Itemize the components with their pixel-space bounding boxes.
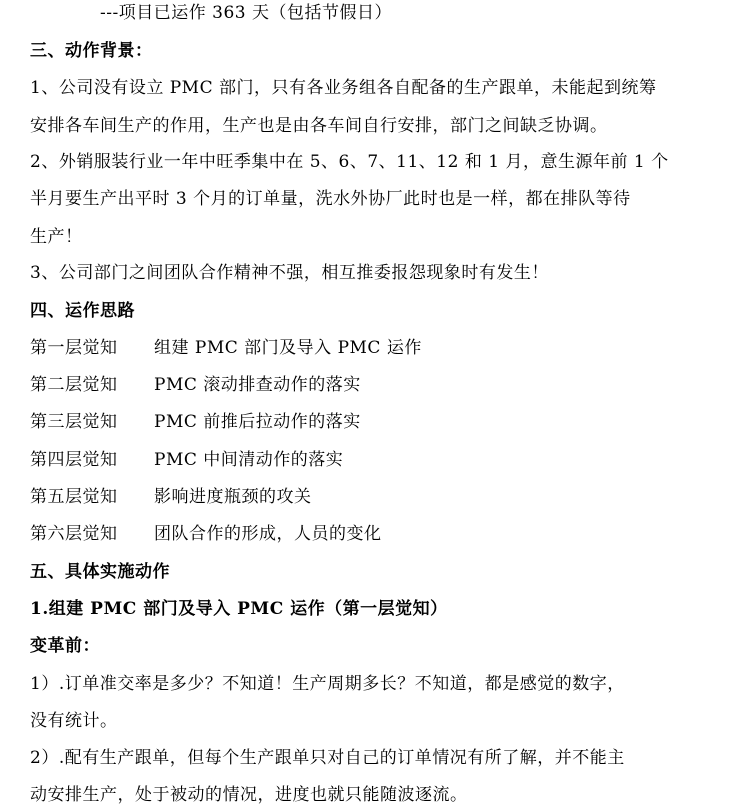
before-item-1-line-1: 1）.订单准交率是多少？不知道！生产周期多长？不知道，都是感觉的数字， — [30, 674, 625, 694]
background-point-1-line-2: 安排各车间生产的作用，生产也是由各车间自行安排，部门之间缺乏协调。 — [30, 116, 608, 136]
level-description: 影响进度瓶颈的攻关 — [154, 487, 312, 507]
section-5-heading: 五、具体实施动作 — [30, 562, 170, 582]
level-row — [30, 449, 730, 471]
level-row — [30, 374, 730, 396]
before-item-2-line-2: 动安排生产，处于被动的情况，进度也就只能随波逐流。 — [30, 785, 468, 805]
background-point-2-line-2: 半月要生产出平时 3 个月的订单量，洗水外协厂此时也是一样，都在排队等待 — [30, 189, 631, 209]
before-item-2-line-1: 2）.配有生产跟单，但每个生产跟单只对自己的订单情况有所了解，并不能主 — [30, 748, 625, 768]
level-name: 第五层觉知 — [30, 487, 118, 507]
background-point-2-line-1: 2、外销服装行业一年中旺季集中在 5、6、7、11、12 和 1 月，意生源年前 1 个 — [30, 152, 669, 172]
before-item-1-line-2: 没有统计。 — [30, 711, 118, 731]
level-row — [30, 411, 730, 433]
before-change-label: 变革前： — [30, 636, 100, 656]
background-point-3: 3、公司部门之间团队合作精神不强，相互推委报怨现象时有发生！ — [30, 263, 549, 283]
level-name: 第二层觉知 — [30, 375, 118, 395]
level-description: 团队合作的形成，人员的变化 — [154, 524, 382, 544]
level-description: PMC 中间清动作的落实 — [154, 450, 344, 470]
subsection-1-heading: 1.组建 PMC 部门及导入 PMC 运作（第一层觉知） — [30, 599, 448, 619]
level-name: 第六层觉知 — [30, 524, 118, 544]
section-4-heading: 四、运作思路 — [30, 301, 135, 321]
level-row — [30, 523, 730, 545]
project-duration-note: ---项目已运作 363 天（包括节假日） — [100, 3, 392, 23]
section-3-heading: 三、动作背景： — [30, 41, 153, 61]
level-row — [30, 486, 730, 508]
background-point-2-line-3: 生产！ — [30, 227, 83, 247]
level-name: 第三层觉知 — [30, 412, 118, 432]
level-name: 第四层觉知 — [30, 450, 118, 470]
level-description: PMC 滚动排查动作的落实 — [154, 375, 361, 395]
level-row — [30, 337, 730, 359]
level-name: 第一层觉知 — [30, 338, 118, 358]
level-description: PMC 前推后拉动作的落实 — [154, 412, 361, 432]
level-description: 组建 PMC 部门及导入 PMC 运作 — [154, 338, 422, 358]
background-point-1-line-1: 1、公司没有设立 PMC 部门，只有各业务组各自配备的生产跟单，未能起到统筹 — [30, 78, 657, 98]
